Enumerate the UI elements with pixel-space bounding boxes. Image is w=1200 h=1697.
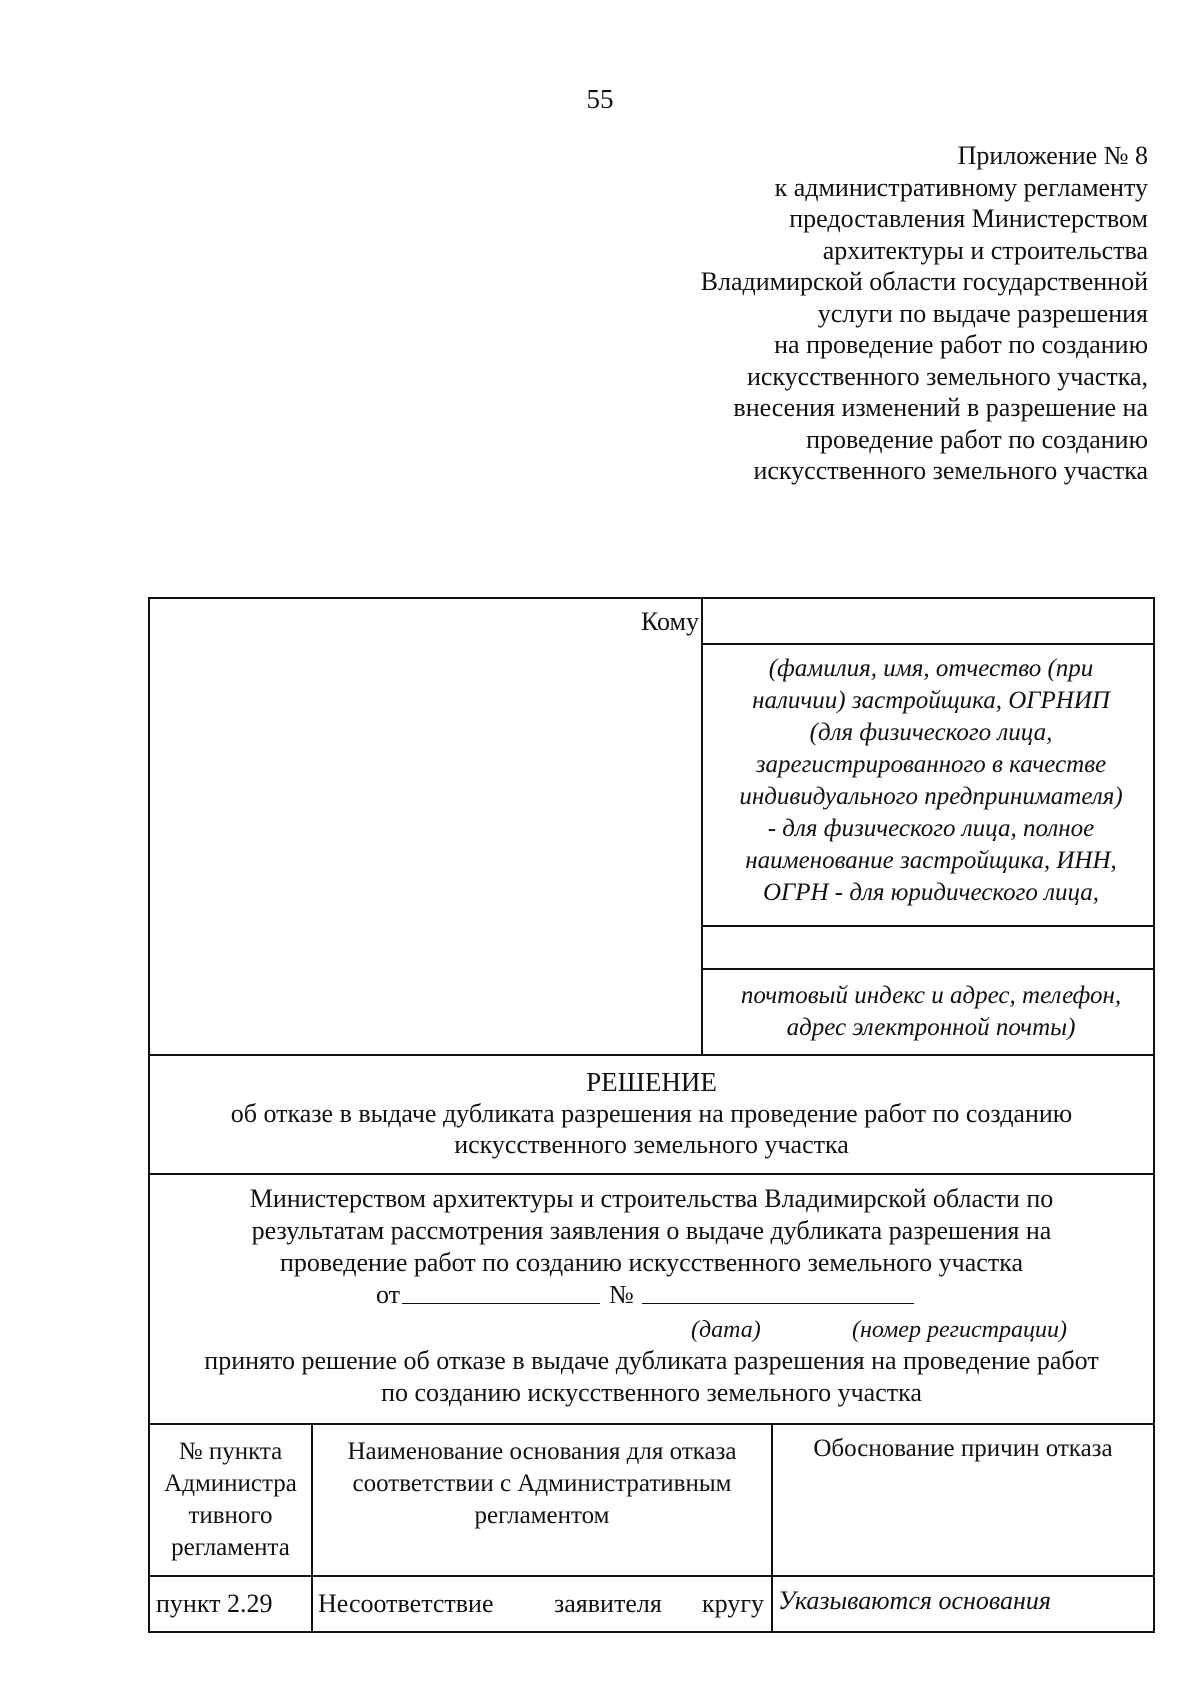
hint-line: адрес электронной почты) xyxy=(786,1014,1076,1041)
header-line: регламентом xyxy=(474,1502,610,1529)
header-line: соответствии с Административным xyxy=(352,1470,732,1497)
hint-line: наличии) застройщика, ОГРНИП xyxy=(752,687,1110,714)
hint-line: - для физического лица, полное xyxy=(767,815,1095,842)
body-line: по созданию искусственного земельного участка xyxy=(381,1378,922,1407)
appendix-line: внесения изменений в разрешение на xyxy=(733,393,1148,422)
appendix-header xyxy=(588,140,1148,487)
header-line: регламента xyxy=(171,1534,290,1561)
appendix-line: предоставления Министерством xyxy=(789,204,1148,233)
appendix-line: проведение работ по созданию xyxy=(806,424,1148,454)
registration-hint: (номер регистрации) xyxy=(852,1317,1067,1343)
recipient-line-address xyxy=(701,968,1155,970)
table-cell-ground xyxy=(318,1589,764,1621)
hint-line: (фамилия, имя, отчество (при xyxy=(768,655,1094,682)
table-header-clause xyxy=(150,1436,311,1564)
decision-title: РЕШЕНИЕ xyxy=(586,1067,717,1097)
decision-body xyxy=(150,1183,1153,1409)
table-cell-justification: Указываются основания xyxy=(778,1586,1051,1615)
table-header-justification xyxy=(773,1433,1153,1465)
body-line: результатам рассмотрения заявления о выдаче дубликата разрешения на xyxy=(251,1216,1052,1245)
ground-word: кругу xyxy=(702,1589,764,1618)
recipient-name-hint xyxy=(701,653,1161,909)
appendix-line: на проведение работ по созданию xyxy=(774,330,1148,359)
number-label: № xyxy=(609,1280,634,1309)
date-hint: (дата) xyxy=(691,1317,761,1343)
section-line-decision xyxy=(148,1054,1155,1056)
registration-number-field[interactable] xyxy=(642,1303,914,1304)
header-line: Обоснование причин отказа xyxy=(813,1435,1113,1462)
header-line: Наименование основания для отказа xyxy=(347,1438,737,1465)
hint-line: наименование застройщика, ИНН, xyxy=(745,847,1117,874)
appendix-line: Владимирской области государственной xyxy=(700,267,1148,296)
recipient-line-address-top xyxy=(701,925,1155,927)
table-top-line xyxy=(148,1423,1155,1425)
header-line: тивного xyxy=(188,1502,273,1529)
body-line: принято решение об отказе в выдаче дубликата разрешения на проведение работ xyxy=(204,1346,1099,1375)
hint-line: ОГРН - для юридического лица, xyxy=(762,879,1100,906)
appendix-line: искусственного земельного участка, xyxy=(746,361,1148,391)
table-cell-clause: пункт 2.29 xyxy=(156,1589,273,1618)
table-right xyxy=(1153,1423,1155,1633)
page-number: 55 xyxy=(586,84,614,114)
date-field[interactable] xyxy=(402,1303,600,1304)
appendix-line: искусственного земельного участка xyxy=(753,456,1148,485)
section-line-body xyxy=(148,1173,1155,1175)
appendix-line: архитектуры и строительства xyxy=(822,235,1148,265)
frame-top xyxy=(148,597,1155,599)
body-line: Министерством архитектуры и строительства Владимирской области по xyxy=(249,1184,1054,1213)
decision-subtitle-line: искусственного земельного участка xyxy=(454,1130,849,1159)
hint-line: почтовый индекс и адрес, телефон, xyxy=(740,982,1122,1009)
appendix-line: Приложение № 8 xyxy=(957,141,1148,170)
field-hints xyxy=(150,1312,1153,1345)
from-label: от xyxy=(376,1280,401,1309)
appendix-line: услуги по выдаче разрешения xyxy=(817,298,1148,328)
ground-word: заявителя xyxy=(554,1589,662,1618)
recipient-line-name xyxy=(701,643,1155,645)
decision-subtitle-line: об отказе в выдаче дубликата разрешения на проведение работ по созданию xyxy=(230,1099,1073,1128)
body-line: проведение работ по созданию искусственного земельного участка xyxy=(280,1248,1023,1277)
table-row-divider xyxy=(148,1575,1155,1577)
recipient-label: Кому xyxy=(640,607,699,636)
header-line: Администра xyxy=(164,1470,297,1497)
header-line: № пункта xyxy=(178,1438,283,1465)
decision-header xyxy=(150,1067,1153,1160)
table-bottom-line xyxy=(148,1631,1155,1633)
recipient-address-hint xyxy=(701,980,1161,1044)
hint-line: зарегистрированного в качестве xyxy=(755,751,1107,778)
hint-line: (для физического лица, xyxy=(809,719,1053,746)
table-header-ground xyxy=(313,1436,771,1532)
appendix-line: к административному регламенту xyxy=(774,172,1148,202)
ground-word: Несоответствие xyxy=(318,1589,494,1618)
hint-line: индивидуального предпринимателя) xyxy=(739,783,1123,810)
from-line xyxy=(150,1279,1153,1312)
